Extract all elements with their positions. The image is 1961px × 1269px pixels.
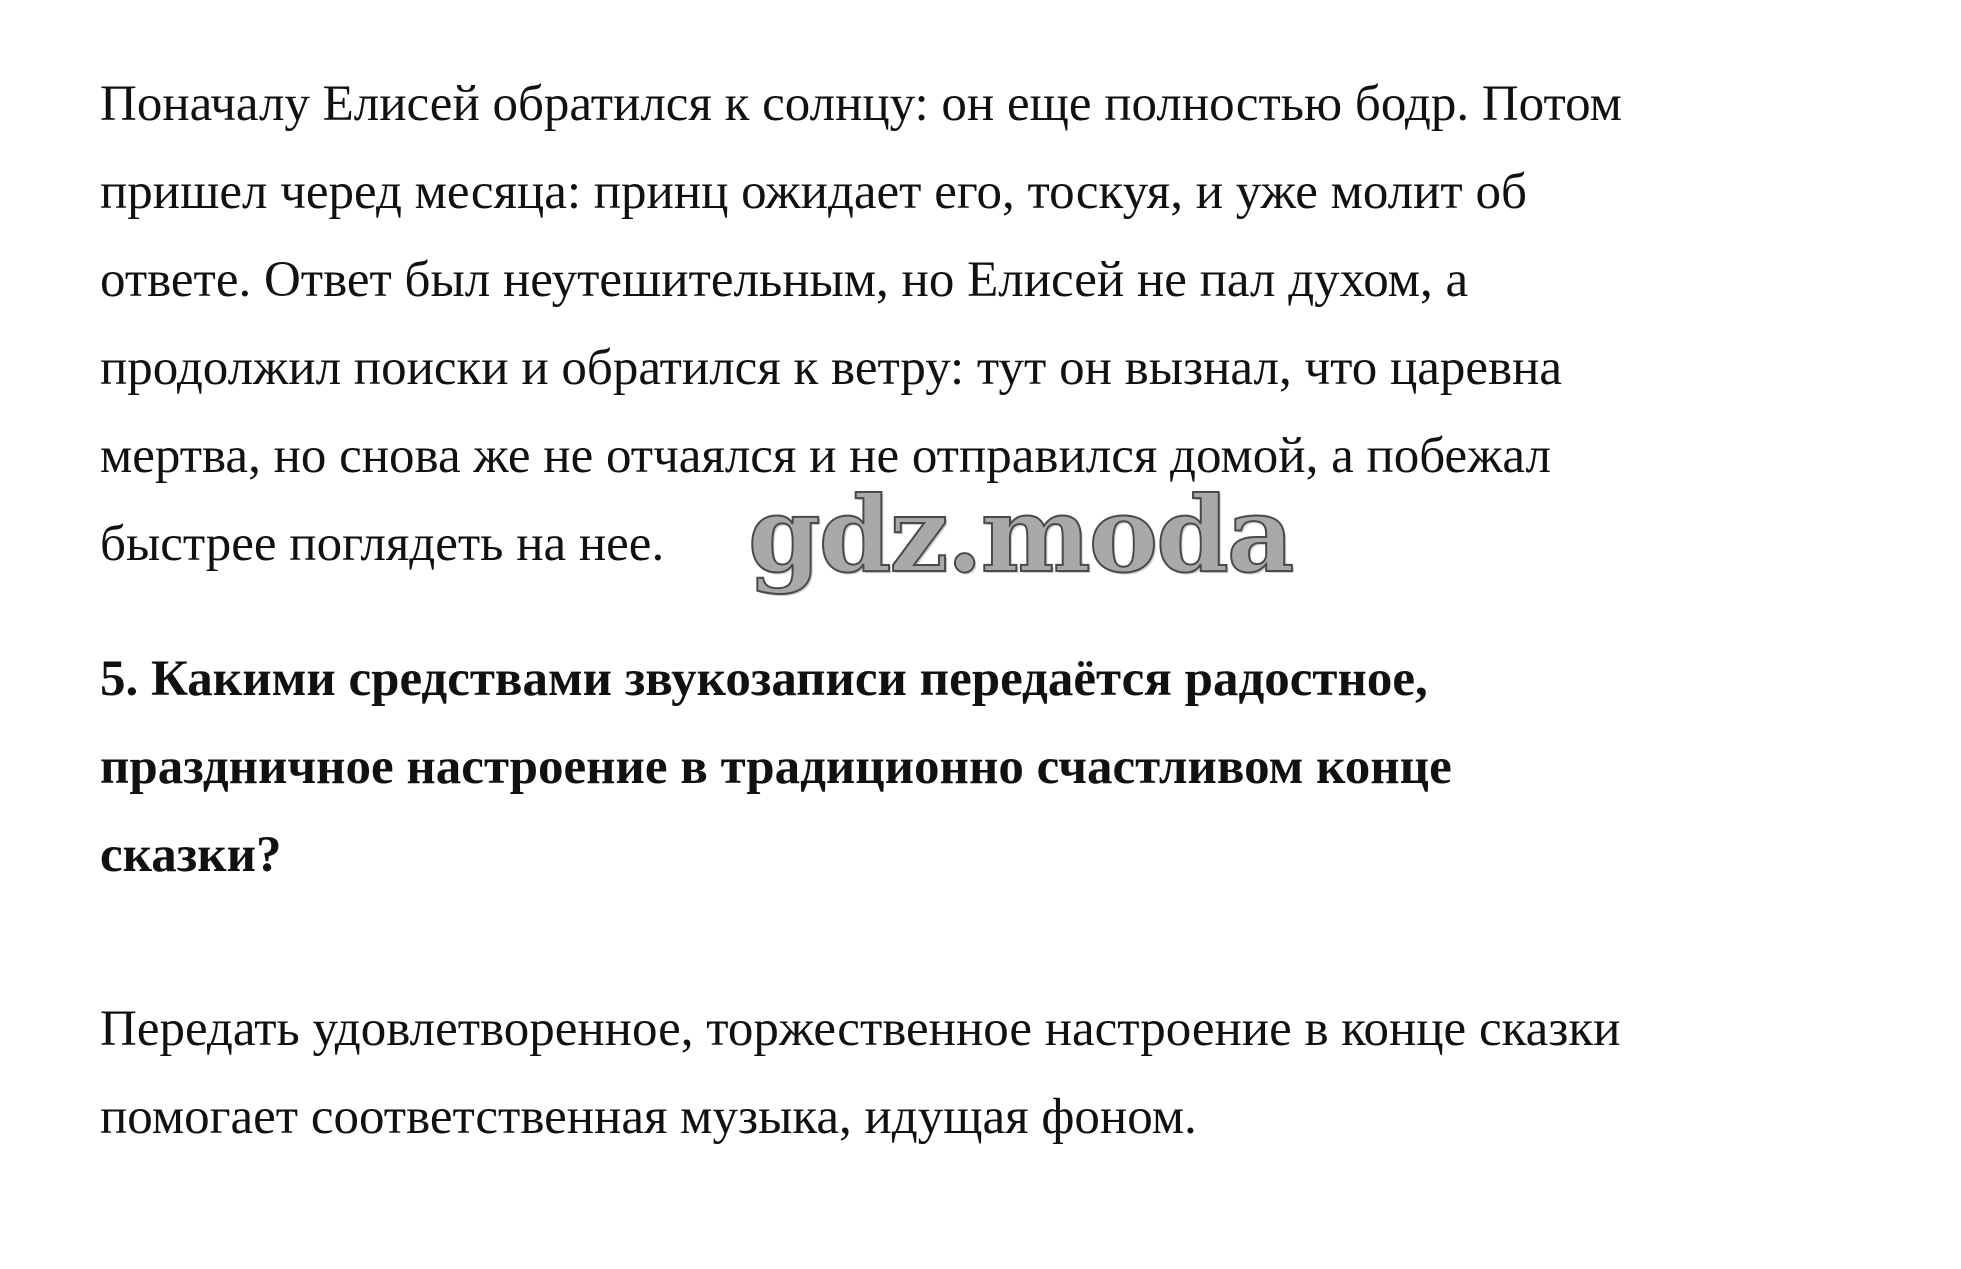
watermark-text: gdz.moda bbox=[748, 473, 1293, 596]
question-heading bbox=[100, 635, 1452, 899]
text-line: помогает соответственная музыка, идущая фоном. bbox=[100, 1089, 1197, 1145]
question-line: 5. Какими средствами звукозаписи передаётся радостное, bbox=[100, 651, 1428, 707]
text-line: мертва, но снова же не отчаялся и не отправился домой, а побежал bbox=[100, 428, 1551, 484]
text-line: Передать удовлетворенное, торжественное настроение в конце сказки bbox=[100, 1001, 1621, 1057]
text-line: быстрее поглядеть на нее. bbox=[100, 516, 665, 572]
text-line: продолжил поиски и обратился к ветру: тут он вызнал, что царевна bbox=[100, 340, 1563, 396]
question-line: сказки? bbox=[100, 827, 282, 883]
question-line: праздничное настроение в традиционно счастливом конце bbox=[100, 739, 1452, 795]
text-line: Поначалу Елисей обратился к солнцу: он еще полностью бодр. Потом bbox=[100, 76, 1622, 132]
answer-paragraph-1 bbox=[100, 60, 1622, 596]
text-line: пришел черед месяца: принц ожидает его, тоскуя, и уже молит об bbox=[100, 164, 1527, 220]
text-line: ответе. Ответ был неутешительным, но Елисей не пал духом, а bbox=[100, 252, 1469, 308]
answer-paragraph-2 bbox=[100, 985, 1620, 1161]
